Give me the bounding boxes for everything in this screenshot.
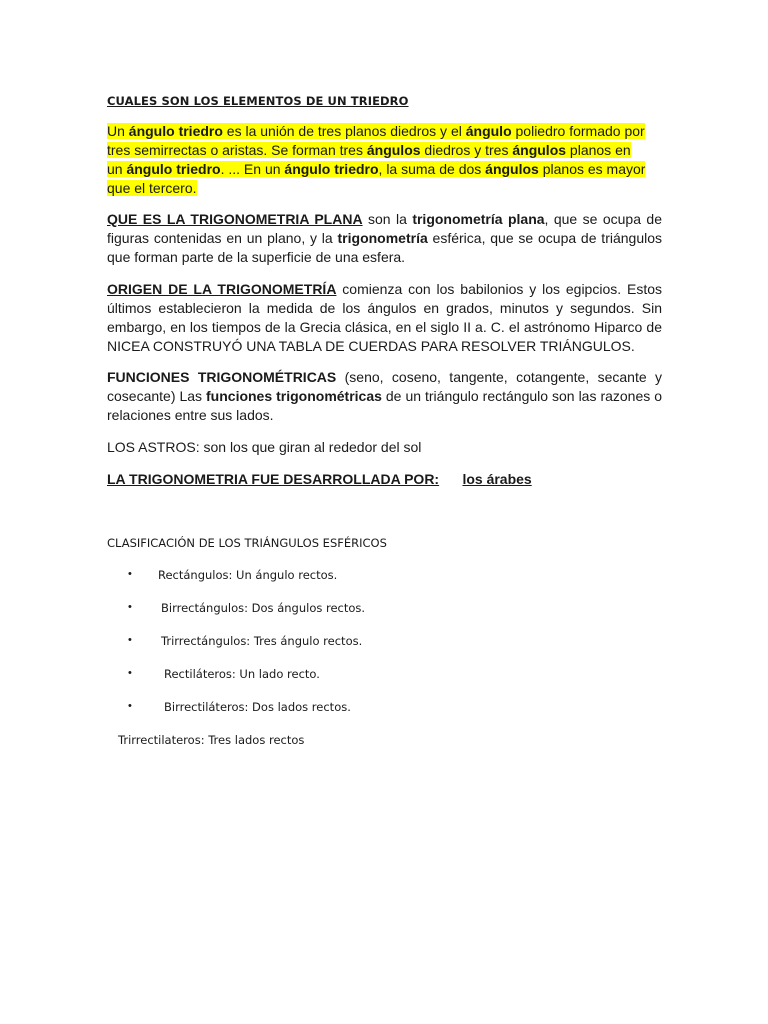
paragraph-triedro: Un ángulo triedro es la unión de tres planos diedros y el ángulo poliedro formado por tres semirrectas o aristas. Se forman tres ángulos diedros y tres ángulos planos en un ángulo triedro. ... En un ángulo triedro, la suma de dos ángulos planos es mayor que el tercero.: [107, 123, 646, 196]
desarrollada-label: LA TRIGONOMETRIA FUE DESARROLLADA POR:: [107, 471, 440, 487]
paragraph-trig-plana: QUE ES LA TRIGONOMETRIA PLANA son la trigonometría plana, que se ocupa de figuras contenidas en un plano, y la trigonometría esférica, que se ocupa de triángulos que forman parte de la superficie de una esfera.: [107, 211, 663, 265]
paragraph-astros: LOS ASTROS: son los que giran al rededor del sol: [107, 439, 422, 455]
bullet-icon: •: [128, 601, 132, 613]
heading-trig-plana: QUE ES LA TRIGONOMETRIA PLANA: [107, 211, 363, 227]
paragraph-funciones: FUNCIONES TRIGONOMÉTRICAS (seno, coseno, tangente, cotangente, secante y cosecante) Las funciones trigonométricas de un triángulo rectángulo son las razones o relaciones entre sus lados.: [107, 369, 663, 423]
bullet-icon: •: [128, 700, 132, 712]
bullet-icon: •: [128, 667, 132, 679]
heading-triedro: CUALES SON LOS ELEMENTOS DE UN TRIEDRO: [107, 94, 409, 108]
list-item: Rectángulos: Un ángulo rectos.: [158, 568, 338, 582]
bullet-icon: •: [128, 634, 132, 646]
bullet-icon: •: [128, 568, 132, 580]
list-item: Trirrectángulos: Tres ángulo rectos.: [161, 634, 363, 648]
paragraph-origen: ORIGEN DE LA TRIGONOMETRÍA comienza con los babilonios y los egipcios. Estos últimos establecieron la medida de los ángulos en grados, minutos y segundos. Sin embargo, en los tiempos de la Grecia clásica, en el siglo II a. C. el astrónomo Hiparco de NICEA CONSTRUYÓ UNA TABLA DE CUERDAS PARA RESOLVER TRIÁNGULOS.: [107, 281, 663, 354]
list-item: Birrectiláteros: Dos lados rectos.: [164, 700, 351, 714]
desarrollada-value: los árabes: [462, 471, 532, 487]
paragraph-desarrollada: [107, 470, 662, 489]
heading-origen: ORIGEN DE LA TRIGONOMETRÍA: [107, 281, 337, 297]
list-item-last: Trirrectilateros: Tres lados rectos: [118, 733, 305, 747]
heading-funciones: FUNCIONES TRIGONOMÉTRICAS: [107, 369, 337, 385]
heading-clasificacion: CLASIFICACIÓN DE LOS TRIÁNGULOS ESFÉRICOS: [107, 536, 387, 550]
list-item: Rectiláteros: Un lado recto.: [164, 667, 320, 681]
list-item: Birrectángulos: Dos ángulos rectos.: [161, 601, 366, 615]
